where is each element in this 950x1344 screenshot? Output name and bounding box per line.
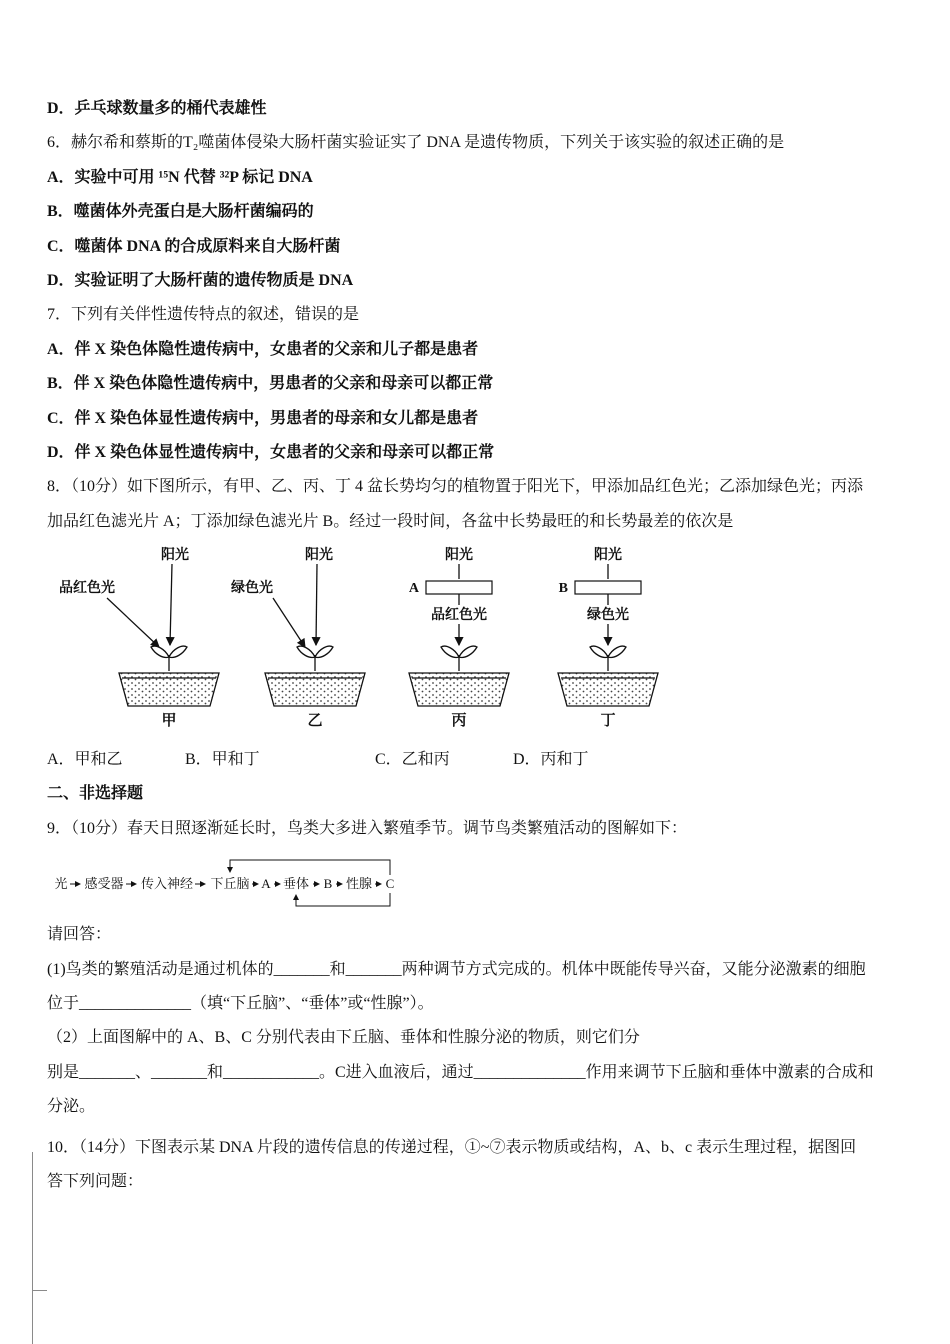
flow-node-c: C [385,876,395,892]
q8-diagram-container [53,543,910,743]
q8-option-a: A．甲和乙 [47,751,123,769]
q8-pot-group-ding [558,546,658,729]
pot-label-ding: 丁 [600,713,616,730]
q8-option-d: D．丙和丁 [513,751,589,769]
q8-pot-group-jia [59,546,219,729]
q8-options-row [47,743,910,777]
flow-node-pituitary: 垂体 [282,876,310,892]
q9-stem: 9．（10分）春天日照逐渐延长时，鸟类大多进入繁殖季节。调节鸟类繁殖活动的图解如下： [47,819,688,837]
q9-blank1-line2: 位于______________（填“下丘脑”、“垂体”或“性腺”）。 [47,994,434,1012]
q6-option-b: B．噬菌体外壳蛋白是大肠杆菌编码的 [47,203,314,221]
green-light-label: 绿色光 [231,581,273,597]
q9-blank2-line1: （2）上面图解中的 A、B、C 分别代表由下丘脑、垂体和性腺分泌的物质，则它们分 [47,1029,640,1047]
flow-node-light: 光 [54,876,68,892]
flow-node-afferent-nerve: 传入神经 [140,876,194,892]
q6-option-d: D．实验证明了大肠杆菌的遗传物质是 DNA [47,272,354,290]
flow-node-a: A [261,876,271,892]
filter-a-rect [426,581,492,594]
page-border-corner-tick [32,1290,47,1291]
q10-stem-line1: 10．（14分）下图表示某 DNA 片段的遗传信息的传递过程，①~⑦表示物质或结构，A、b、c 表示生理过程，据图回 [47,1138,857,1156]
q7-option-a: A．伴 X 染色体隐性遗传病中，女患者的父亲和儿子都是患者 [47,340,479,358]
q7-option-c: C．伴 X 染色体显性遗传病中，男患者的母亲和女儿都是患者 [47,409,479,427]
q6-option-c: C．噬菌体 DNA 的合成原料来自大肠杆菌 [47,237,341,255]
pot-label-bing: 丙 [451,713,467,730]
q8-option-c: C．乙和丙 [375,751,450,769]
q7-option-d: D．伴 X 染色体显性遗传病中，女患者的父亲和母亲可以都正常 [47,444,495,462]
sunlight-arrow [316,564,317,645]
q10-stem-line2: 答下列问题： [47,1172,144,1190]
q8-pot-group-yi [231,546,365,729]
q9-blank2-line3: 分泌。 [47,1098,96,1116]
q8-pot-group-bing [409,546,509,729]
feedback-arrow-to-pituitary [296,893,390,906]
q9-flow-diagram [47,850,427,914]
q6-option-a: A．实验中可用 ¹⁵N 代替 ³²P 标记 DNA [47,168,313,186]
seedling-icon [297,646,333,671]
green-light-arrow [273,598,305,647]
feedback-arrow-to-hypothalamus [230,860,390,875]
q8-stem-line2: 加品红色滤光片 A；丁添加绿色滤光片 B。经过一段时间，各盆中长势最旺的和长势最差的依次是 [47,512,734,530]
sunlight-label: 阳光 [594,548,622,564]
sunlight-arrow [170,564,172,645]
magenta-light-arrow [107,598,159,647]
q8-option-b: B．甲和丁 [185,751,260,769]
flow-node-b: B [323,876,333,892]
magenta-light-label: 品红色光 [59,581,115,597]
pot-label-yi: 乙 [307,713,323,730]
q10-block [47,1131,910,1200]
q8-stem-line1: 8．（10分）如下图所示，有甲、乙、丙、丁 4 盆长势均匀的植物置于阳光下，甲添加品红色光；乙添加绿色光；丙添 [47,478,864,496]
flow-node-gonad: 性腺 [345,876,373,892]
section2-heading: 二、非选择题 [47,785,144,803]
q7-stem: 7．下列有关伴性遗传特点的叙述，错误的是 [47,306,360,324]
page-border-left-rule [32,1152,33,1344]
q6-stem: 6．赫尔希和蔡斯的T₂噬菌体侵染大肠杆菌实验证实了 DNA 是遗传物质，下列关于该实验的叙述正确的是 [47,134,785,152]
filter-b-label: B [558,581,568,597]
magenta-light-label: 品红色光 [431,608,487,624]
filter-a-label: A [408,581,419,597]
q7-option-b: B．伴 X 染色体隐性遗传病中，男患者的父亲和母亲可以都正常 [47,375,494,393]
sunlight-label: 阳光 [445,548,473,564]
seedling-icon [590,646,626,671]
sunlight-label: 阳光 [161,548,189,564]
seedling-icon [441,646,477,671]
seedling-icon [151,646,187,671]
q9-prompt: 请回答： [47,926,112,944]
q9-blank1-line1: (1)鸟类的繁殖活动是通过机体的_______和_______两种调节方式完成的。机体中既能传导兴奋，又能分泌激素的细胞 [47,960,866,978]
q8-light-experiment-diagram [53,543,693,743]
green-light-label: 绿色光 [587,608,629,624]
q9-blank2-line2: 别是_______、_______和____________。C进入血液后，通过______________作用来调节下丘脑和垂体中激素的合成和 [47,1063,874,1081]
prev-question-option-d: D．乒乓球数量多的桶代表雄性 [47,100,267,117]
flow-node-hypothalamus: 下丘脑 [210,876,250,892]
filter-b-rect [575,581,641,594]
q9-diagram-container [47,850,910,916]
flow-node-receptor: 感受器 [84,876,124,892]
sunlight-label: 阳光 [305,548,333,564]
pot-label-jia: 甲 [161,713,177,730]
